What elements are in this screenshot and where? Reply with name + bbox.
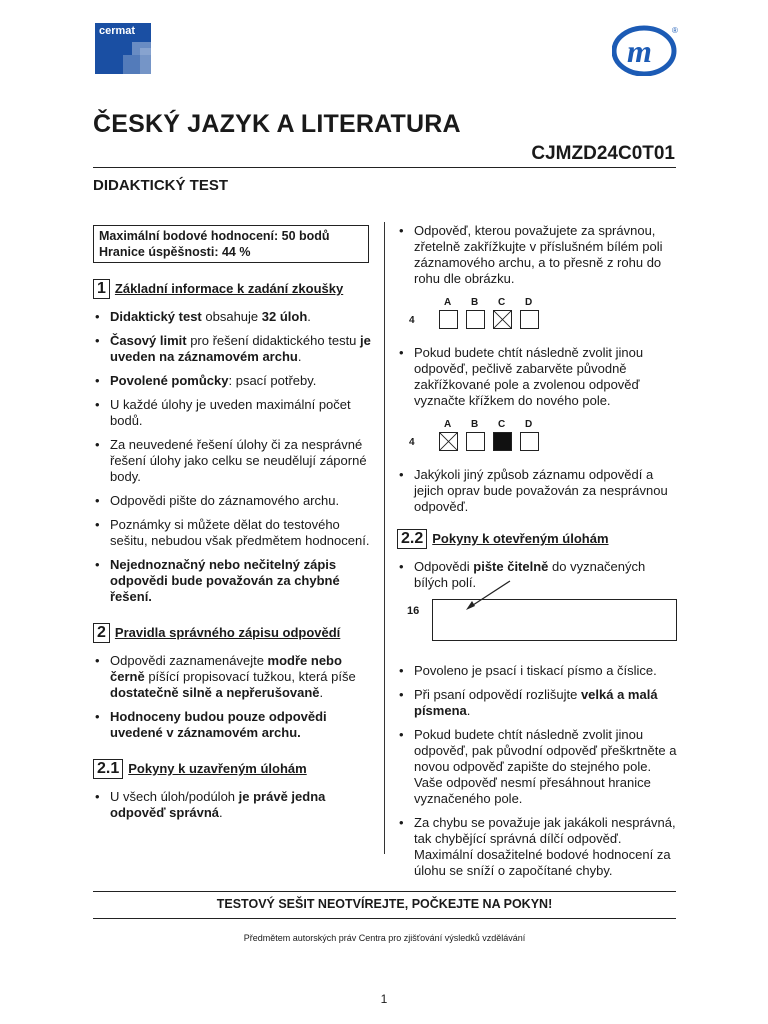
closed-answer-list-3	[397, 467, 679, 515]
list-item: • U všech úloh/podúloh je právě jedna odpověď správná.	[93, 789, 373, 821]
list-item: • Za neuvedené řešení úlohy či za nesprávné řešení úlohy jako celku se neudělují záporné body.	[93, 437, 373, 485]
answer-grid-example-cross	[407, 295, 679, 333]
grid-label: B	[471, 419, 479, 430]
arrow-icon	[462, 579, 522, 613]
open-answer-example	[397, 599, 679, 653]
list-item: • Hodnoceny budou pouze odpovědi uvedené v záznamovém archu.	[93, 709, 373, 741]
right-column	[397, 223, 679, 887]
divider	[93, 167, 676, 168]
section-2-2-heading	[397, 529, 679, 549]
divider	[93, 891, 676, 892]
list-item: • Pokud budete chtít následně zvolit jinou odpověď, pečlivě zabarvěte původně zakřížkované pole a zvolenou odpověď vyznačte křížkem do nového pole.	[397, 345, 679, 409]
grid-label: D	[525, 297, 533, 308]
answer-box	[466, 432, 485, 451]
subtitle: DIDAKTICKÝ TEST	[93, 177, 228, 194]
example-task-number: 16	[407, 605, 420, 617]
section-2-1-list	[93, 789, 373, 821]
list-item: • Didaktický test obsahuje 32 úloh.	[93, 309, 373, 325]
cermat-logo	[95, 23, 151, 74]
grid-label: B	[471, 297, 479, 308]
list-item: • U každé úlohy je uveden maximální počet bodů.	[93, 397, 373, 429]
grid-label: D	[525, 419, 533, 430]
test-code: CJMZD24C0T01	[531, 143, 675, 164]
registered-mark: ®	[672, 26, 678, 35]
crossed-box-icon	[439, 432, 458, 451]
section-1-list	[93, 309, 373, 605]
grid-row-number: 4	[409, 437, 415, 448]
list-item: • Odpověď, kterou považujete za správnou, zřetelně zakřížkujte v příslušném bílém poli záznamového archu, a to přesně z rohu do rohu dle obrázku.	[397, 223, 679, 287]
grid-label: A	[444, 419, 452, 430]
open-answer-list	[397, 559, 679, 591]
answer-box	[466, 310, 485, 329]
max-score: Maximální bodové hodnocení: 50 bodů	[99, 229, 330, 243]
list-item: • Odpovědi zaznamenávejte modře nebo černě píšící propisovací tužkou, která píše dostatečně silně a nepřerušovaně.	[93, 653, 373, 701]
section-title: Pokyny k uzavřeným úlohám	[128, 761, 307, 776]
list-item: • Pokud budete chtít následně zvolit jinou odpověď, pak původní odpověď přeškrtněte a novou odpověď zapište do stejného pole. Vaše odpověď nesmí přesáhnout hranice vyznačeného pole.	[397, 727, 679, 807]
left-column	[93, 225, 373, 829]
section-number: 2.1	[93, 759, 123, 779]
page-title: ČESKÝ JAZYK A LITERATURA	[93, 110, 461, 138]
pass-threshold: Hranice úspěšnosti: 44 %	[99, 245, 251, 259]
crossed-box-icon	[493, 310, 512, 329]
grid-row-number: 4	[409, 315, 415, 326]
m-logo	[612, 24, 682, 76]
filled-box	[493, 432, 512, 451]
score-box	[93, 225, 369, 263]
list-item: • Jakýkoli jiný způsob záznamu odpovědí a jejich oprav bude považován za nesprávnou odpověď.	[397, 467, 679, 515]
section-title: Pravidla správného zápisu odpovědí	[114, 625, 341, 640]
grid-label: C	[498, 419, 506, 430]
list-item: • Odpovědi pište do záznamového archu.	[93, 493, 373, 509]
list-item: • Časový limit pro řešení didaktického testu je uveden na záznamovém archu.	[93, 333, 373, 365]
section-number: 1	[93, 279, 110, 299]
section-1-heading	[93, 279, 373, 299]
list-item: • Poznámky si můžete dělat do testového sešitu, nebudou však předmětem hodnocení.	[93, 517, 373, 549]
page-number: 1	[380, 992, 388, 1006]
footer-warning: TESTOVÝ SEŠIT NEOTVÍREJTE, POČKEJTE NA POKYN!	[216, 897, 553, 911]
grid-label: A	[444, 297, 452, 308]
list-item: • Povoleno je psací i tiskací písmo a číslice.	[397, 663, 679, 679]
list-item: • Za chybu se považuje jak jakákoli nesprávná, tak chybějící správná dílčí odpověď. Maximální dosažitelné bodové hodnocení za úlohu se sníží o započítané chyby.	[397, 815, 679, 879]
closed-answer-list-2	[397, 345, 679, 409]
cermat-logo-text: cermat	[99, 25, 136, 37]
section-2-list	[93, 653, 373, 741]
answer-box	[520, 432, 539, 451]
section-2-heading	[93, 623, 373, 643]
list-item: • Povolené pomůcky: psací potřeby.	[93, 373, 373, 389]
divider	[93, 918, 676, 919]
list-item: • Odpovědi pište čitelně do vyznačených bílých polí.	[397, 559, 679, 591]
list-item: • Nejednoznačný nebo nečitelný zápis odpovědi bude považován za chybné řešení.	[93, 557, 373, 605]
section-title: Základní informace k zadání zkoušky	[114, 281, 344, 296]
answer-grid-example-correction	[407, 417, 679, 455]
copyright-note: Předmětem autorských práv Centra pro zjišťování výsledků vzdělávání	[243, 933, 526, 943]
grid-label: C	[498, 297, 506, 308]
answer-box	[520, 310, 539, 329]
closed-answer-list	[397, 223, 679, 287]
section-2-1-heading	[93, 759, 373, 779]
list-item: • Při psaní odpovědí rozlišujte velká a malá písmena.	[397, 687, 679, 719]
section-title: Pokyny k otevřeným úlohám	[432, 531, 609, 546]
section-number: 2.2	[397, 529, 427, 549]
svg-text:m: m	[627, 33, 652, 69]
section-number: 2	[93, 623, 110, 643]
answer-box	[439, 310, 458, 329]
column-divider	[384, 222, 385, 854]
open-answer-list-2	[397, 663, 679, 879]
